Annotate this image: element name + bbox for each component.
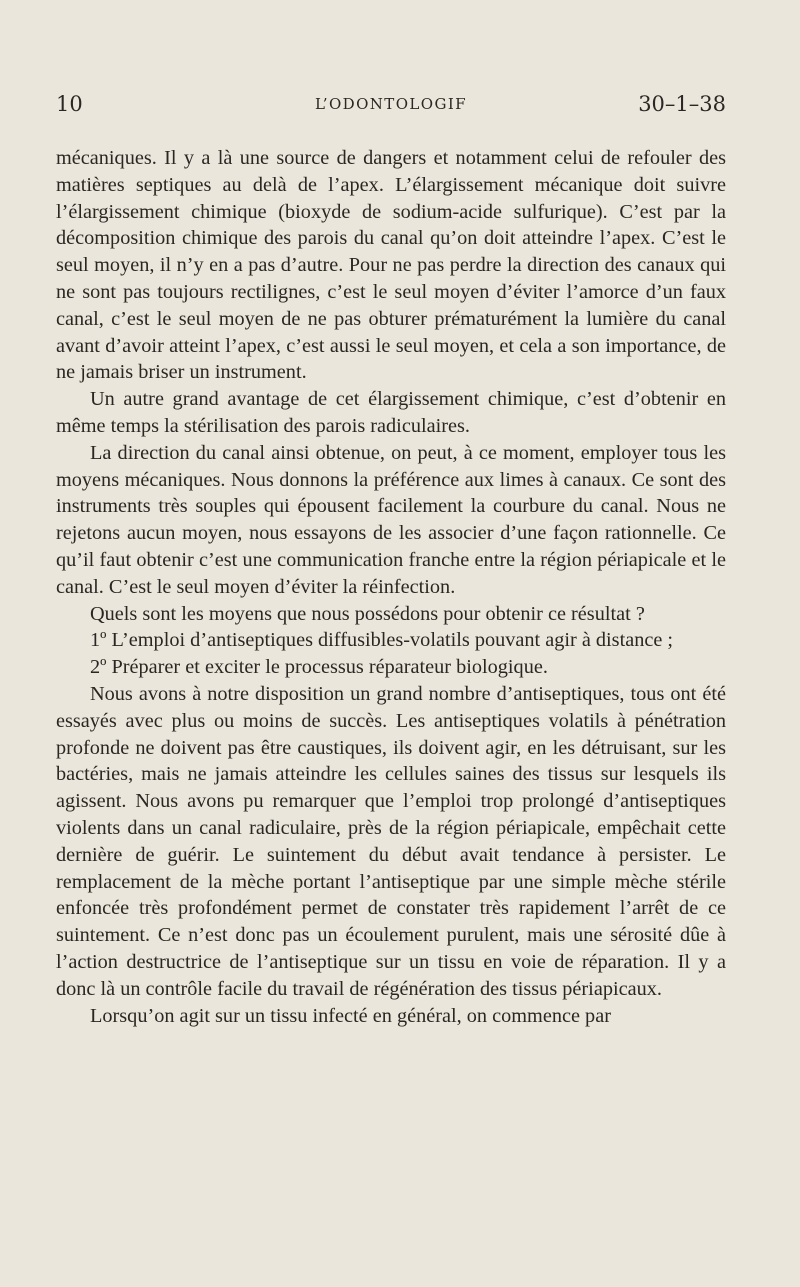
page-header — [56, 92, 726, 122]
list-item: 1º L’emploi d’antiseptiques diffusibles-volatils pouvant agir à distance ; — [90, 629, 674, 652]
list-item: 2º Préparer et exciter le processus réparateur biologique. — [90, 656, 548, 679]
paragraph: Lorsqu’on agit sur un tissu infecté en général, on commence par — [90, 1004, 611, 1027]
paragraph: Quels sont les moyens que nous possédons pour obtenir ce résultat ? — [90, 602, 645, 625]
paragraph: Un autre grand avantage de cet élargissement chimique, c’est d’obtenir en même temps la stérilisation des parois radiculaires. — [56, 388, 726, 437]
issue-date: 30–1–38 — [638, 92, 726, 116]
paragraph: La direction du canal ainsi obtenue, on peut, à ce moment, employer tous les moyens mécaniques. Nous donnons la préférence aux limes à canaux. Ce sont des instruments très souples qui épousent facilement la courbure du canal. Nous ne rejetons aucun moyen, nous essayons de les associer d’une façon rationnelle. Ce qu’il faut obtenir c’est une communication franche entre la région périapicale et le canal. C’est le seul moyen d’éviter la réinfection. — [56, 441, 726, 598]
running-title: L’ODONTOLOGIF — [315, 95, 467, 113]
paragraph: mécaniques. Il y a là une source de dangers et notamment celui de refouler des matières septiques au delà de l’apex. L’élargissement mécanique doit suivre l’élargissement chimique (bioxyde de sodium-acide sulfurique). C’est par la décomposition chimique des parois du canal qu’on doit atteindre l’apex. C’est le seul moyen, il n’y en a pas d’autre. Pour ne pas perdre la direction des canaux qui ne sont pas toujours rectilignes, c’est le seul moyen d’éviter l’amorce d’un faux canal, c’est le seul moyen de ne pas obturer prématurément la lumière du canal avant d’avoir atteint l’apex, c’est aussi le seul moyen, et cela a son importance, de ne jamais briser un instrument. — [56, 147, 726, 384]
page-number: 10 — [56, 92, 83, 116]
body-text — [56, 145, 726, 1029]
paragraph: Nous avons à notre disposition un grand nombre d’antiseptiques, tous ont été essayés avec plus ou moins de succès. Les antiseptiques volatils à pénétration profonde ne doivent pas être caustiques, ils doivent agir, en les détruisant, sur les bactéries, mais ne jamais atteindre les cellules saines des tissus sur lesquels ils agissent. Nous avons pu remarquer que l’emploi trop prolongé d’antiseptiques violents dans un canal radiculaire, près de la région périapicale, empêchait cette dernière de guérir. Le suintement du début avait tendance à persister. Le remplacement de la mèche portant l’antiseptique par une simple mèche stérile enfoncée très profondément permet de constater très rapidement l’arrêt de ce suintement. Ce n’est donc pas un écoulement purulent, mais une sérosité dûe à l’action destructrice de l’antiseptique sur un tissu en voie de réparation. Il y a donc là un contrôle facile du travail de régénération des tissus périapicaux. — [56, 682, 726, 1000]
